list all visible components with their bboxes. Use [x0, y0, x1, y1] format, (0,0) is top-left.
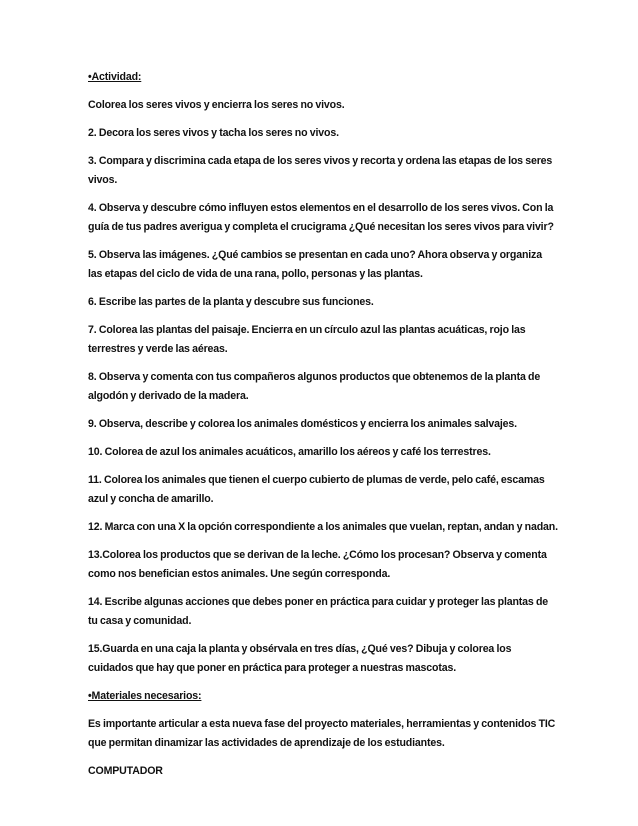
- activity-heading: •Actividad:: [88, 71, 142, 83]
- activity-item-15: 15.Guarda en una caja la planta y obsérvala en tres días, ¿Qué ves? Dibuja y colorea los cuidados que hay que poner en práctica para proteger a nuestras mascotas.: [88, 643, 512, 674]
- activity-item-4: 4. Observa y descubre cómo influyen estos elementos en el desarrollo de los seres vivos. Con la guía de tus padres averigua y completa el crucigrama ¿Qué necesitan los seres vivos para vivir?: [88, 202, 554, 233]
- activity-item-10: 10. Colorea de azul los animales acuáticos, amarillo los aéreos y café los terrestres.: [88, 446, 491, 458]
- closing-text: COMPUTADOR: [88, 765, 163, 777]
- activity-item-11: 11. Colorea los animales que tienen el cuerpo cubierto de plumas de verde, pelo café, escamas azul y concha de amarillo.: [88, 474, 545, 505]
- materials-heading: •Materiales necesarios:: [88, 690, 202, 702]
- activity-item-7: 7. Colorea las plantas del paisaje. Encierra en un círculo azul las plantas acuáticas, rojo las terrestres y verde las aéreas.: [88, 324, 526, 355]
- activity-item-9: 9. Observa, describe y colorea los animales domésticos y encierra los animales salvajes.: [88, 418, 517, 430]
- document-page: [88, 68, 558, 790]
- activity-item-5: 5. Observa las imágenes. ¿Qué cambios se presentan en cada uno? Ahora observa y organiza las etapas del ciclo de vida de una rana, pollo, personas y las plantas.: [88, 249, 542, 280]
- activity-item-6: 6. Escribe las partes de la planta y descubre sus funciones.: [88, 296, 374, 308]
- activity-item-13: 13.Colorea los productos que se derivan de la leche. ¿Cómo los procesan? Observa y comenta como nos benefician estos animales. Une según corresponda.: [88, 549, 547, 580]
- activity-item-14: 14. Escribe algunas acciones que debes poner en práctica para cuidar y proteger las plantas de tu casa y comunidad.: [88, 596, 549, 627]
- activity-item-8: 8. Observa y comenta con tus compañeros algunos productos que obtenemos de la planta de algodón y derivado de la madera.: [88, 371, 541, 402]
- activity-item-3: 3. Compara y discrimina cada etapa de los seres vivos y recorta y ordena las etapas de los seres vivos.: [88, 155, 553, 186]
- materials-text: Es importante articular a esta nueva fase del proyecto materiales, herramientas y contenidos TIC que permitan dinamizar las actividades de aprendizaje de los estudiantes.: [88, 718, 556, 749]
- activity-item-2: 2. Decora los seres vivos y tacha los seres no vivos.: [88, 127, 339, 139]
- activity-item-12: 12. Marca con una X la opción correspondiente a los animales que vuelan, reptan, andan y nadan.: [88, 521, 558, 533]
- activity-item-1: Colorea los seres vivos y encierra los seres no vivos.: [88, 99, 345, 111]
